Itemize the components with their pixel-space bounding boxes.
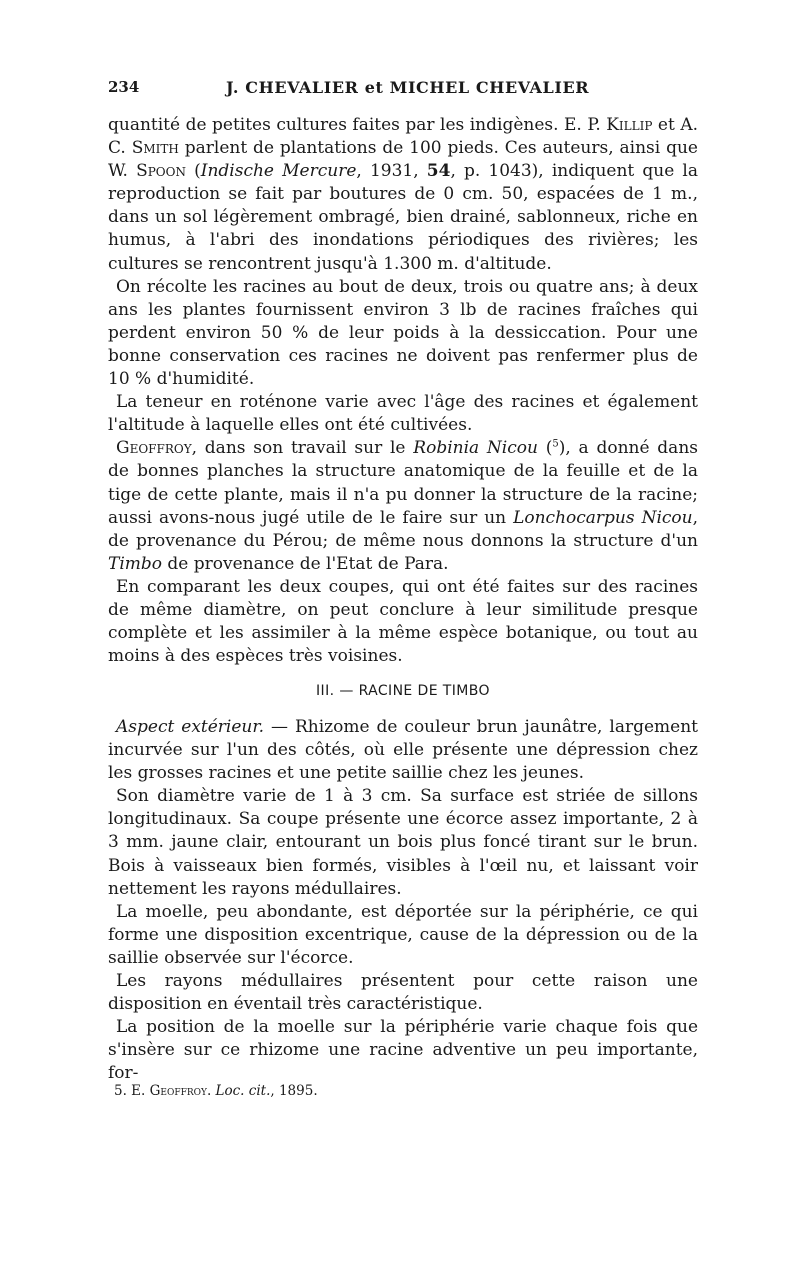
text-run: , dans son travail sur le — [191, 438, 414, 459]
paragraph-3: La teneur en roténone varie avec l'âge des racines et également l'altitude à laquelle elles ont été cultivées. — [108, 392, 698, 436]
author-name: Geoffroy — [116, 438, 192, 459]
citation-abbrev: Loc. cit. — [215, 1083, 271, 1099]
text-run: quantité de petites cultures faites par les indigènes. E. P. — [108, 115, 607, 135]
running-title: J. CHEVALIER et MICHEL CHEVALIER — [226, 78, 590, 97]
text-run: ( — [185, 161, 201, 182]
text-run: 5. E. — [114, 1083, 150, 1099]
paragraph-7: Son diamètre varie de 1 à 3 cm. Sa surface est striée de sillons longitudinaux. Sa coupe présente une écorce assez importante, 2 à 3 mm. jaune clair, entourant un bois plus foncé tirant sur le brun. Bois à vaisseaux bien formés, visibles à l'œil nu, et laissant voir nettement les rayons médullaires. — [108, 786, 698, 899]
paragraph-2: On récolte les racines au bout de deux, trois ou quatre ans; à deux ans les plantes fournissent environ 3 lb de racines fraîches qui perdent environ 50 % de leur poids à la dessiccation. Pour une bonne conservation ces racines ne doivent pas renfermer plus de 10 % d'humidité. — [108, 276, 698, 390]
paragraph-10: La position de la moelle sur la périphérie varie chaque fois que s'insère sur ce rhizome une racine adventive un peu importante, for- — [108, 1017, 698, 1084]
text-run: . — [206, 1083, 216, 1099]
text-run: , p. 1043), indiquent que la reproduction se fait par boutures de 0 cm. 50, espacées de 1 m., dans un sol légèrement ombragé, bien drainé, sablonneux, riche en humus, à l'abri des inondations périodiques des rivières; les cultures se rencontrent jusqu'à 1.300 m. d'altitude. — [108, 161, 698, 274]
author-name: Spoon — [136, 161, 186, 182]
paragraph-5: En comparant les deux coupes, qui ont été faites sur des racines de même diamètre, on peut conclure à leur similitude presque complète et les assimiler à la même espèce botanique, ou tout au moins à des espèces très voisines. — [108, 576, 698, 667]
section-heading: III. — RACINE DE TIMBO — [316, 683, 490, 699]
text-run: ( — [537, 438, 553, 459]
author-name: Geoffroy — [149, 1083, 207, 1099]
subsection-label: Aspect extérieur. — [116, 717, 265, 737]
footnote-ref: 5 — [552, 438, 559, 450]
text-run: , 1895. — [270, 1083, 318, 1099]
volume-number: 54 — [426, 161, 451, 182]
paragraph-4 — [108, 437, 698, 576]
text-run: ), a donné dans de bonnes planches la structure anatomique de la feuille et de la tige de cette plante, mais il n'a pu donner la structure de la racine; aussi avons-nous jugé utile de le faire sur un — [108, 438, 698, 528]
text-run: parlent de plantations de 100 pieds. Ces auteurs, ainsi que W. — [108, 138, 698, 182]
paragraph-8: La moelle, peu abondante, est déportée sur la périphérie, ce qui forme une disposition excentrique, cause de la dépression ou de la saillie observée sur l'écorce. — [108, 901, 698, 968]
footnote — [114, 1083, 704, 1099]
running-header — [108, 78, 698, 100]
author-name: Smith — [131, 138, 179, 159]
paragraph-9: Les rayons médullaires présentent pour cette raison une disposition en éventail très caractéristique. — [108, 971, 698, 1015]
paragraph-6 — [108, 716, 698, 785]
text-run: , de provenance du Pérou; de même nous donnons la structure d'un — [108, 507, 698, 551]
text-run: , 1931, — [356, 161, 427, 182]
text-run: de provenance de l'Etat de Para. — [162, 553, 449, 574]
body-text-upper — [108, 114, 698, 668]
species-name: Lonchocarpus Nicou — [513, 507, 693, 528]
species-name: Timbo — [108, 553, 163, 574]
text-run: — Rhizome de couleur brun jaunâtre, largement incurvée sur l'un des côtés, où elle présente une dépression chez les grosses racines et une petite saillie chez les jeunes. — [108, 717, 698, 784]
page-number: 234 — [108, 78, 140, 96]
text-run: et A. C. — [108, 115, 698, 159]
paragraph-1 — [108, 114, 698, 276]
journal-title: Indische Mercure — [200, 161, 357, 182]
species-name: Robinia Nicou — [413, 438, 538, 459]
author-name: Killip — [606, 115, 653, 135]
body-text-lower — [108, 716, 698, 1086]
